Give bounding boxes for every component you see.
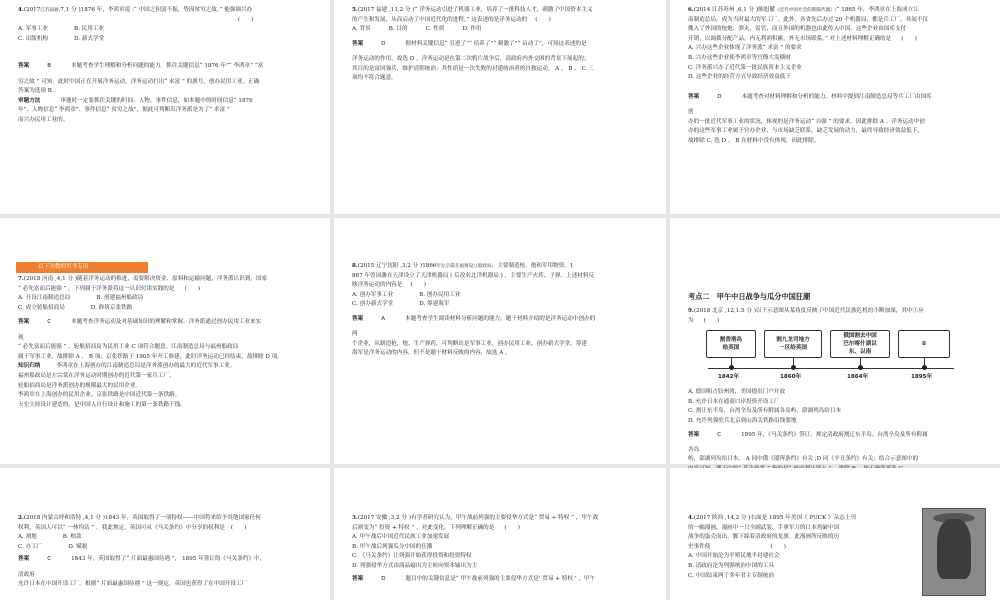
option-d[interactable]: D. 列强侵华方式由商品输出为主转向资本输出为主	[352, 562, 478, 569]
explanation-line: 故排除 C, 选 D 。 B 在材料中没有体现，因此排除。	[688, 137, 820, 144]
answer-letter: D	[381, 40, 386, 47]
option-d[interactable]: D. 作用	[462, 26, 482, 33]
answer-label: 答案	[688, 93, 700, 100]
timeline-box: 俄国割去中国 巴尔喀什湖以 东、以南	[830, 330, 890, 358]
answer-label: 答案	[18, 63, 30, 70]
tip-line: 李鸿章在上海创办的民用企业。京张铁路是中国近代第一条铁路。	[18, 392, 181, 399]
explanation-line: 现	[18, 334, 24, 341]
option-b[interactable]: B. 清政府沦为列强统治中国的工具	[688, 562, 774, 569]
answer-block: 答案 C 本题考查洋务运动及对基础知识的理解和掌握。洋务派通过创办民用工业来实	[18, 319, 262, 326]
explanation-line: 海军是洋务运动的内容，但不是题干材料反映的内容，故选 A 。	[352, 350, 511, 357]
panel-q9	[670, 218, 1000, 464]
option-d[interactable]: D. 赋税	[68, 543, 88, 550]
question-9: 9.(2018 北京 ,12,1.5 分 )以下示意图从某角度反映了中国近代民族危机的不断加深，其中①应 为 ( )	[688, 308, 924, 324]
answer-block: 答案 C 1895 年，《马关条约》签订，规定清政府割辽东半岛、台湾全岛及所有附属	[688, 431, 928, 438]
option-c[interactable]: C. 《马关条约》让列强开始获得投资和投资特权	[352, 553, 472, 560]
panel-q4-cartoon	[670, 468, 1000, 600]
timeline-year: 1864年	[847, 374, 869, 381]
question-3: 3.(2017 安徽 ,3,2 分 )有学者研究认为，甲午战前列强的主要侵华方式是“ 贸易 + 特权 ” ，甲午战 后则变为“ 投资 + 特权 ” 。对此变化，下列理解正确的是 ( )	[352, 515, 599, 531]
explanation-line: 允许日本在中国开设工厂。根据“ 片面最惠国待遇 ” 这一规定，英国也获得了在中国开设工厂	[18, 581, 248, 588]
answer-label: 答案	[352, 315, 364, 322]
timeline-box: 割香港岛 给英国	[706, 330, 756, 358]
question-line: 南制造总局，成为当时最大的军工厂。此外，各省先后办过 20 个机器局，都是兵工厂。其间不仅	[688, 16, 929, 23]
panel-q7	[0, 218, 330, 464]
option-a[interactable]: A. 甲午战后中国近代民族工业加速发展	[352, 534, 450, 541]
section-title: 考点二 甲午中日战争与瓜分中国狂潮	[688, 292, 811, 301]
answer-label: 答案	[18, 319, 30, 326]
explanation-line: 属于军事工业，故排除 A 、 B 项；京张铁路于 1905 年开工修建，此时洋务运动已经结束，故排除 D 项。	[18, 353, 283, 360]
options-row	[352, 25, 650, 35]
explanation-line: 答案为选项 B 。	[18, 88, 60, 95]
explanation-line: 创	[688, 108, 694, 115]
options-row-1	[352, 291, 650, 301]
timeline-axis	[708, 368, 954, 369]
option-c[interactable]: C. 洋务派兴办了近代第一批民族资本主义企业	[688, 64, 802, 71]
option-d[interactable]: D. 允许列强驻兵北京到山海关铁路沿线要地	[688, 417, 797, 424]
cartoon-figure	[937, 519, 971, 579]
question-text-column	[688, 514, 884, 581]
question-line: 搬入了外国的枪炮、弹丸、雷管，而且外国的机器也由此传入中国。这些企业由国库支付	[688, 26, 907, 33]
option-b[interactable]: B. 民用工业	[73, 26, 105, 33]
option-b[interactable]: B. 创办民用工业	[419, 291, 461, 298]
answer-letter: D	[717, 93, 722, 100]
answer-block: 答案 D 题目中的关键信息是“ 甲午战前列强的主要侵华方式是‘ 贸易 + 特权 ’ ，甲午	[352, 575, 596, 582]
options-row-1	[18, 533, 314, 543]
option-a[interactable]: A. 德国租占胶州湾，美国提出门户开放	[688, 389, 786, 396]
option-a[interactable]: A. 割地	[18, 534, 37, 541]
explanation-line: 个企业，从制造枪、炮、生产弹药，可判断出是军事工业，创办民用工业、创办新式学堂、筹建	[352, 340, 587, 347]
timeline-year: 1842年	[718, 374, 740, 381]
option-b[interactable]: B. 赔款	[62, 534, 82, 541]
option-c[interactable]: C. 性质	[425, 26, 445, 33]
option-c[interactable]: C. 中国结束两千多年君主专制统治	[688, 572, 774, 579]
panel-q4	[0, 0, 330, 214]
option-c[interactable]: C. 创办新式学堂	[352, 301, 394, 308]
answer-letter: C	[47, 556, 52, 563]
explanation-line: “ 必先富而后能强 ” ，轮船招商局为民用工业 C 项符合题意。江南制造总局与福州船政局	[18, 344, 239, 351]
question-4: 4.(2017江苏南通,7,1 分 )1876 年，李鸿章说 :“ 中国之积弱不振，势因贫穷之故。” 他强调兴办 ( )	[18, 7, 254, 23]
answer-label: 答案	[18, 556, 30, 563]
option-c[interactable]: C. 办工厂	[18, 543, 43, 550]
options-row-1	[18, 25, 314, 35]
option-d[interactable]: D. 修筑京张铁路	[90, 304, 133, 311]
answer-label: 答案	[352, 40, 364, 47]
question-5: 5.(2017 福建 ,11,2 分 )“ 洋务运动引进了机器工业，培养了一批科技人才，刺激了中国资本主义 的产生和发展，从而启动了中国近代化的进程。” 这表述的是洋务运动的 ( )	[352, 7, 593, 23]
timeline-year: 1895年	[911, 374, 933, 381]
tip-label: 知识归纳	[18, 363, 41, 370]
explanation-line: 清政府	[18, 571, 35, 578]
answer-letter: C	[47, 319, 52, 326]
timeline-dot	[922, 365, 927, 370]
timeline-box: 割九龙司地方 一区给英国	[764, 330, 822, 358]
option-d[interactable]: D. 这些企业的经营方式导致经济效益低下	[688, 74, 791, 81]
option-a[interactable]: A. 创办军事工业	[352, 291, 394, 298]
option-c[interactable]: C. 出版机构	[18, 35, 49, 42]
explanation-line: 项均不符合题意。	[352, 75, 397, 82]
options-row-2	[352, 300, 650, 310]
panel-q6	[670, 0, 1000, 214]
timeline-diagram	[688, 328, 984, 386]
explanation-line: 洋务运动的作用，故选 D 。洋务运动是在第二次鸦片战争后，清政府内外交困的背景下展起的；	[352, 55, 590, 62]
explanation-line: 办的一批近代军事工业的状况，体现的是洋务运动“ 自强 ” 的要求，因此排除 A 。洋务运动中创	[688, 118, 925, 125]
explanation-line: 其目的是富国强兵，维护清朝统治；其性质是一次失败的封建统治者的自救运动。 A 、 B 、 C 三	[352, 65, 594, 72]
option-a[interactable]: A. 中国开始沦为半殖民地半封建社会	[688, 553, 780, 560]
question-6: 6.(2014 江苏苏州 ,6,1 分 )陈旭麓《近代中国社会的新陈代谢》:“ 1865 年，李鸿章在上海成立江	[688, 7, 919, 13]
option-a[interactable]: A. 军事工业	[18, 26, 48, 33]
panel-q8	[334, 218, 666, 464]
options-row-2	[18, 304, 314, 314]
question-2: 2.(2018 内蒙古呼和浩特 ,4,1 分 )1843 年，英国取得了一项特权——中国将来给予其他国家任何 权利，英国人可以“ 一体均沾 ” 。我此规定，英国可从《马关条约》中分享的权利是 ( )	[18, 515, 261, 531]
options-row-2	[18, 543, 314, 553]
question-7: 7.(2018 河南 ,4,1 分 )随着洋务运动的推进，需要解决资金、原料和运输问题，洋务派认识到，国家 “ 必先富而后能强 ” 。下列属于洋务派将这一认识付诸实践的是 ( )	[18, 276, 268, 292]
tip-block: 审题方法 审题时一定要抓住关键的时间、人物、事件信息，如本题中的时间信息“ 1876	[18, 97, 253, 104]
teacher-only-banner: 以下为教师用书专用	[16, 262, 148, 273]
explanation-line: 两	[352, 331, 358, 338]
option-b[interactable]: B. 甲午战后列强瓜分中国的狂潮	[352, 543, 433, 550]
timeline-dot	[729, 365, 734, 370]
option-d[interactable]: D. 筹建海军	[419, 301, 450, 308]
option-b[interactable]: B. 目的	[388, 26, 408, 33]
tip-line: 天宏主持设计建造的，是中国人自行设计和施工的第一条铁路干线。	[18, 401, 186, 408]
tip-line: 轮船招商局是洋务派创办的规模最大的民用企业。	[18, 382, 142, 389]
panel-q5	[334, 0, 666, 214]
option-b[interactable]: B. 允许日本在通商口岸投资开设工厂	[688, 398, 780, 405]
explanation-line: 屿，澎湖列岛给日本。 A 同中俄《瑷珲条约》有关 ;D 同《辛丑条约》有关；结合示意图中的	[688, 456, 919, 463]
timeline-dot	[791, 365, 796, 370]
options-row-1	[18, 294, 314, 304]
panel-q3	[334, 468, 666, 600]
answer-letter: C	[717, 431, 722, 438]
answer-letter: A	[381, 315, 386, 322]
option-a[interactable]: A. 背景	[352, 26, 371, 33]
tip-block: 知识归纳 李鸿章在上海创办的江南制造总局是洋务派创办的最大的近代军事工业。	[18, 363, 236, 370]
tip-label: 审题方法	[18, 97, 41, 104]
explanation-line: 办的这些军事工业属于官办企业，与市场缺乏联系，缺乏发展的动力，最终导致经济效益低下，	[688, 128, 923, 135]
timeline-dot	[858, 365, 863, 370]
answer-letter: B	[47, 63, 52, 70]
panel-q2	[0, 468, 330, 600]
answer-block: 答案 D 据材料关键信息“ 引进了”“ 培养了”“ 刺激了”“ 启动了”，可知这表述的是	[352, 40, 587, 47]
option-b[interactable]: B. 兴办这些企业使李鸿章等官僚大发横财	[688, 54, 791, 61]
answer-label: 答案	[352, 575, 364, 582]
options-row-2	[18, 35, 314, 45]
option-c[interactable]: C. 成立轮船招商局	[18, 304, 65, 311]
tip-line: 年”、人物信息“ 李鸿章”、事件信息“ 贫穷之故”，据此可判断出洋务派是为了“ 求富 ”	[18, 107, 230, 114]
answer-block: 答案 C 1843 年，英国取得了“ 片面最惠国待遇 ”， 1895 年签订的《马关条约》中，	[18, 556, 266, 563]
option-b[interactable]: B. 创建福州船政局	[96, 295, 144, 302]
option-a[interactable]: A. 开设江南制造总局	[18, 295, 71, 302]
answer-block: 答案 A 本题考查学生阅读材料分析问题的能力。题干材料介绍的是洋务运动中创办的	[352, 315, 596, 322]
tip-line: 而兴办民用工业的。	[18, 116, 69, 123]
timeline-box: ①	[898, 330, 950, 358]
timeline-year: 1860年	[780, 374, 802, 381]
answer-block: 答案 D 本题考查对材料理解和分析的能力。材料中提到江南制造总局等兵工厂由国库	[688, 93, 932, 100]
option-c[interactable]: C. 割让东半岛、台湾全岛及所有附属各岛屿、澎湖列岛给日本	[688, 408, 842, 415]
tip-line: 福州船政局是左宗棠在洋务运动时期创办的近代第一家兵工厂。	[18, 372, 175, 379]
answer-label: 答案	[688, 431, 700, 438]
question-8: 8.(2015 辽宁沈阳 ,3,2 分 )1866年左宗棠在福州设立船政局，主要制造枪、炮和军用物资。1 867 年曾国藩在天津设立了天津机器局 ( 后改名北洋机器局 ) ，主要生产火药、子弹。上述材料反 映洋务运动的内容是 ( )	[352, 263, 595, 289]
question-line: 开销，以调拨分配产品，内无利润积累，外无市场联系。” 对上述材料理解正确的是 ( )	[688, 35, 917, 42]
cartoon-image	[922, 508, 986, 596]
explanation-line: 各岛	[688, 446, 700, 453]
explanation-line: 穷之故 ” 可知，此时中国正在开展洋务运动，洋务运动打出“ 求富 ” 的旗号，创办民用工业。正确	[18, 78, 260, 85]
answer-letter: D	[381, 575, 386, 582]
question-4b: 4.(2017 陕西 ,14,2 分 )右面是 1895 年美国《 PUCK 》杂志上刊 的一幅漫画，漫画中一只全副武装、手拿军刀的日本鸡破中国 战争的蛋壳而出，脚下踩着清政府的龙旗。此漫画所反映的历 史事件使 ( )	[688, 515, 856, 550]
option-a[interactable]: A. 兴办这些企业体现了洋务派“ 求富 ” 的要求	[688, 45, 802, 52]
option-d[interactable]: D. 新式学堂	[74, 35, 105, 42]
answer-block: 答案 B 本题考查学生理解和分析问题的能力。抓住关键信息“ 1876 年”“ 李鸿章” “富	[18, 63, 264, 70]
